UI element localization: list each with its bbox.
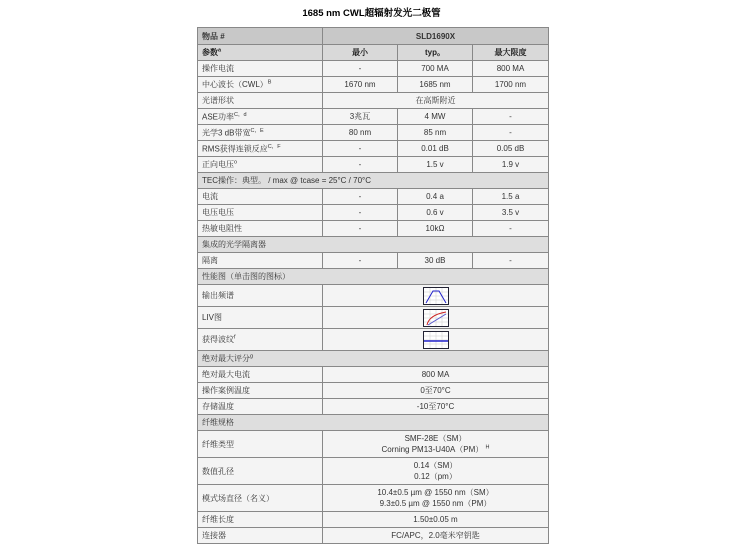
table-row: 操作案例温度 0至70°C — [198, 383, 549, 399]
table-row: 正向电压$^o$ - 1.5 v 1.9 v — [198, 157, 549, 173]
page-title: 1685 nm CWL超辐射发光二极管 — [302, 8, 441, 19]
table-row: 光学3 dB带宽$^{C,E}$ 80 nm 85 nm - — [198, 125, 549, 141]
table-row: 绝对最大电流 800 MA — [198, 367, 549, 383]
section-absmax: 绝对最大评分$^g$ — [198, 351, 549, 367]
table-row: RMS获得连锁反应$^{C,F}$ - 0.01 dB 0.05 dB — [198, 141, 549, 157]
table-row: 数值孔径 0.14（SM） 0.12（pm） — [198, 458, 549, 485]
table-row: 操作电流 - 700 MA 800 MA — [198, 61, 549, 77]
plot-row: 获得波纹$^f$ — [198, 329, 549, 351]
max-header: 最大限度 — [473, 45, 549, 61]
min-header: 最小 — [323, 45, 398, 61]
section-fiber: 纤维规格 — [198, 415, 549, 431]
plot-row: 输出频谱 — [198, 285, 549, 307]
table-row: 纤维长度 1.50±0.05 m — [198, 512, 549, 528]
table-row: 模式场直径（名义） 10.4±0.5 µm @ 1550 nm（SM） 9.3±0.5 µm @ 1550 nm（PM） — [198, 485, 549, 512]
section-isolator: 集成的光学隔离器 — [198, 237, 549, 253]
item-label: 物品 # — [198, 28, 323, 45]
header-row — [198, 28, 549, 45]
table-row: 光谱形状 在高斯附近 — [198, 93, 549, 109]
liv-plot-icon[interactable] — [423, 309, 449, 327]
table-row: 热敏电阻性 - 10kΩ - — [198, 221, 549, 237]
section-tec: TEC操作：典型。 / max @ tcase = 25°C / 70°C — [198, 173, 549, 189]
table-row: ASE功率$^{C,d}$ 3兆瓦 4 MW - — [198, 109, 549, 125]
table-row: 隔离 - 30 dB - — [198, 253, 549, 269]
section-plots: 性能图（单击图的图标） — [198, 269, 549, 285]
column-header-row — [198, 45, 549, 61]
ripple-plot-icon[interactable] — [423, 331, 449, 349]
spec-table — [197, 27, 549, 544]
spectrum-plot-icon[interactable] — [423, 287, 449, 305]
param-header: 参数$^a$ — [198, 45, 323, 61]
table-row: 纤维类型 SMF-28E（SM） Corning PM13-U40A（PM） $^H$ — [198, 431, 549, 458]
table-row: 电压电压 - 0.6 v 3.5 v — [198, 205, 549, 221]
table-row: 中心波长（CWL）$^B$ 1670 nm 1685 nm 1700 nm — [198, 77, 549, 93]
table-row: 存储温度 -10至70°C — [198, 399, 549, 415]
part-number: SLD1690X — [323, 28, 549, 45]
table-row: 连接器 FC/APC，2.0毫米窄钥匙 — [198, 528, 549, 544]
table-row: 电流 - 0.4 a 1.5 a — [198, 189, 549, 205]
plot-row: LIV图 — [198, 307, 549, 329]
typ-header: typ。 — [398, 45, 473, 61]
